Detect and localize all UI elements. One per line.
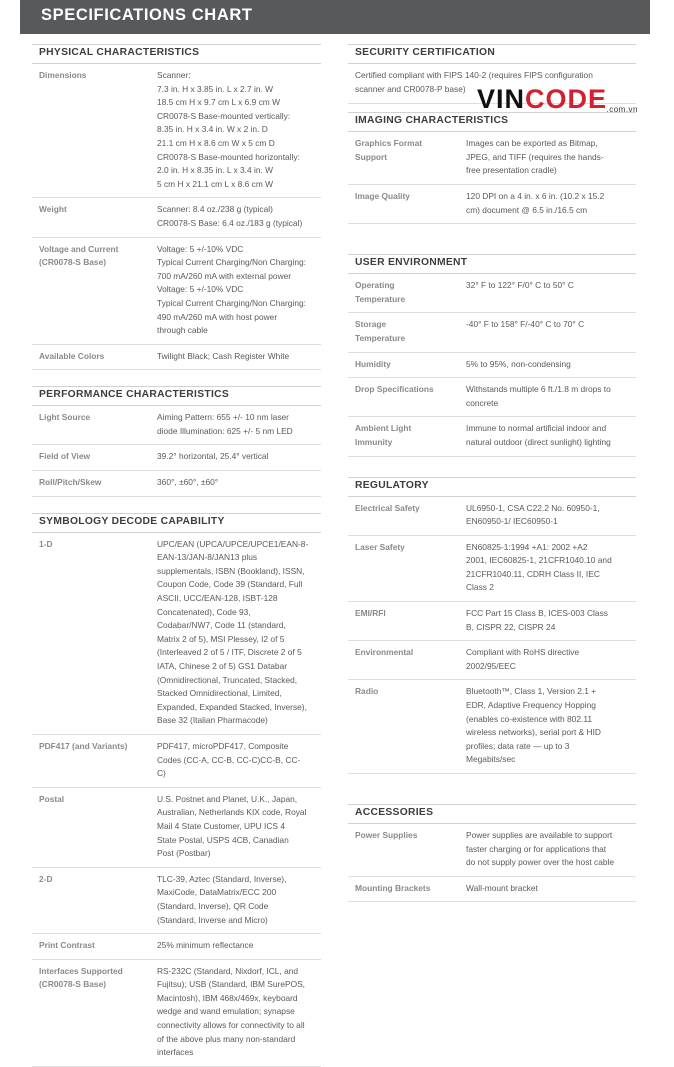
spec-label: Light Source xyxy=(39,412,91,423)
spec-row xyxy=(32,868,321,934)
section-user-environment xyxy=(348,254,636,456)
section-intro-text: Certified compliant with FIPS 140-2 (requires FIPS configuration scanner and CR0078-P base) xyxy=(348,64,636,104)
spec-label: Interfaces Supported (CR0078-S Base) xyxy=(39,965,123,990)
spec-row xyxy=(32,198,321,237)
spec-label: Ambient Light Immunity xyxy=(355,423,412,447)
spec-label: Voltage and Current (CR0078-S Base) xyxy=(39,243,119,268)
section-title: SYMBOLOGY DECODE CAPABILITY xyxy=(32,513,321,533)
watermark-domain: .com.vn xyxy=(606,105,638,114)
spec-value: Scanner: 8.4 oz./238 g (typical) CR0078-S Base: 6.4 oz./183 g (typical) xyxy=(157,204,303,228)
spec-row xyxy=(348,185,636,224)
spec-row xyxy=(32,445,321,471)
vincode-watermark-logo xyxy=(477,84,642,118)
spec-row xyxy=(348,497,636,536)
spec-value: PDF417, microPDF417, Composite Codes (CC-A, CC-B, CC-C)CC-B, CC- C) xyxy=(157,740,301,779)
spec-value: TLC-39, Aztec (Standard, Inverse), MaxiCode, DataMatrix/ECC 200 (Standard, Inverse), QR Code (Standard, Inverse and Micro) xyxy=(157,873,287,925)
spec-row xyxy=(348,378,636,417)
spec-row xyxy=(348,602,636,641)
spec-label: Field of View xyxy=(39,451,91,462)
section-symbology-decode-capability xyxy=(32,513,321,1067)
spec-value: 120 DPI on a 4 in. x 6 in. (10.2 x 15.2 cm) document @ 6.5 in./16.5 cm xyxy=(466,190,605,215)
spec-value: Wall-mount bracket xyxy=(466,882,538,893)
watermark-vin: VIN xyxy=(477,84,526,114)
section-physical-characteristics xyxy=(32,44,321,370)
spec-label: Radio xyxy=(355,686,379,697)
spec-value: 25% minimum reflectance xyxy=(157,940,254,951)
spec-label: 1-D xyxy=(39,538,53,549)
section-imaging-characteristics xyxy=(348,112,636,224)
spec-row xyxy=(32,345,321,371)
spec-row xyxy=(348,132,636,185)
spec-value: 5% to 95%, non-condensing xyxy=(466,358,571,369)
section-title: PHYSICAL CHARACTERISTICS xyxy=(32,44,321,64)
spec-label: Roll/Pitch/Skew xyxy=(39,477,102,488)
spec-row xyxy=(348,824,636,877)
spec-value: Bluetooth™, Class 1, Version 2.1 + EDR, Adaptive Frequency Hopping (enables co-existence with 802.11 wireless networks), serial port & HID profiles; data rate — up to 3 Megabits/sec xyxy=(466,686,601,765)
section-title: REGULATORY xyxy=(348,477,636,497)
spec-label: PDF417 (and Variants) xyxy=(39,740,128,751)
spec-value: Withstands multiple 6 ft./1.8 m drops to concrete xyxy=(466,384,611,408)
spec-value: Aiming Pattern: 655 +/- 10 nm laser diode Illumination: 625 +/- 5 nm LED xyxy=(157,412,293,436)
right-column xyxy=(348,44,636,902)
spec-value: -40° F to 158° F/-40° C to 70° C xyxy=(466,319,585,330)
spec-value: U.S. Postnet and Planet, U.K., Japan, Australian, Netherlands KIX code, Royal Mail 4 State Customer, UPU ICS 4 State Postal, USPS 4CB, Canadian Post (Postbar) xyxy=(157,793,307,859)
spec-row xyxy=(348,877,636,903)
spec-row xyxy=(32,406,321,445)
spec-value: FCC Part 15 Class B, ICES-003 Class B, CISPR 22, CISPR 24 xyxy=(466,608,608,632)
spec-label: Drop Specifications xyxy=(355,384,434,395)
spec-value: Twilight Black; Cash Register White xyxy=(157,350,290,361)
spec-value: 39.2° horizontal, 25.4° vertical xyxy=(157,451,269,462)
section-title: SECURITY CERTIFICATION xyxy=(348,44,636,64)
spec-value: Scanner: 7.3 in. H x 3.85 in. L x 2.7 in. W 18.5 cm H x 9.7 cm L x 6.9 cm W CR0078-S Base-mounted vertically: 8.35 in. H x 3.4 in. W x 2 in. D 21.1 cm H x 8.6 cm W x 5 cm D CR0078-S Base-mounted horizontally: 2.0 in. H x 8.35 in. L x 3.4 in. W 5 cm H x 21.1 cm L x 8.6 cm W xyxy=(157,70,300,189)
spec-value: EN60825-1:1994 +A1: 2002 +A2 2001, IEC60825-1, 21CFR1040.10 and 21CFR1040.11, CDRH Class II, IEC Class 2 xyxy=(466,541,612,593)
spec-label: Electrical Safety xyxy=(355,502,420,513)
section-performance-characteristics xyxy=(32,386,321,496)
spec-value: Compliant with RoHS directive 2002/95/EEC xyxy=(466,647,580,671)
spec-value: UPC/EAN (UPCA/UPCE/UPCE1/EAN-8- EAN-13/JAN-8/JAN13 plus supplementals, ISBN (Bookland), ISSN, Coupon Code, Code 39 (Standard, Full ASCII, UCC/EAN-128, ISBT-128 Concatenated), Code 93, Codabar/NW7, Code 11 (standard, Matrix 2 of 5), MSI Plessey, I2 of 5 (Interleaved 2 of 5 / ITF, Discrete 2 of 5 IATA, Chinese 2 of 5) GS1 Databar (Omnidirectional, Truncated, Stacked, Stacked Omnidirectional, Limited, Expanded, Expanded Stacked, Inverse), Base 32 (Italian Pharmacode) xyxy=(157,538,309,726)
page-title: SPECIFICATIONS CHART xyxy=(41,6,253,24)
spec-label: Print Contrast xyxy=(39,940,95,951)
spec-label: Dimensions xyxy=(39,70,87,80)
spec-value: UL6950-1, CSA C22.2 No. 60950-1, EN60950-1/ IEC60950-1 xyxy=(466,502,600,527)
watermark-wordmark xyxy=(477,84,607,114)
spec-label: Mounting Brackets xyxy=(355,882,431,893)
spec-label: Humidity xyxy=(355,358,391,369)
spec-label: Power Supplies xyxy=(355,830,418,840)
spec-row xyxy=(348,641,636,680)
spec-row xyxy=(348,313,636,352)
spec-value: 32° F to 122° F/0° C to 50° C xyxy=(466,280,574,291)
spec-label: Available Colors xyxy=(39,350,105,361)
spec-label: Laser Safety xyxy=(355,541,405,552)
spec-label: Storage Temperature xyxy=(355,319,406,343)
spec-row xyxy=(348,680,636,774)
spec-row xyxy=(32,238,321,345)
spec-value: Images can be exported as Bitmap, JPEG, and TIFF (requires the hands- free presentation cradle) xyxy=(466,138,604,176)
spec-row xyxy=(32,960,321,1067)
spec-value: RS-232C (Standard, Nixdorf, ICL, and Fujitsu); USB (Standard, IBM SurePOS, Macintosh), IBM 468x/469x, keyboard wedge and wand emulation; synapse connectivity allows for connectivity to all of the above plus many non-standard interfaces xyxy=(157,965,306,1058)
spec-value: Immune to normal artificial indoor and natural outdoor (direct sunlight) lighting xyxy=(466,423,611,447)
spec-label: Image Quality xyxy=(355,190,410,201)
watermark-code: CODE xyxy=(525,84,608,114)
spec-row xyxy=(32,64,321,198)
spec-label: Postal xyxy=(39,793,65,804)
section-title: IMAGING CHARACTERISTICS xyxy=(348,112,636,132)
spec-row xyxy=(32,735,321,788)
section-accessories xyxy=(348,804,636,902)
header-banner xyxy=(20,0,650,34)
section-title: USER ENVIRONMENT xyxy=(348,254,636,274)
spec-row xyxy=(32,471,321,497)
spec-value: Voltage: 5 +/-10% VDC Typical Current Charging/Non Charging: 700 mA/260 mA with external power Voltage: 5 +/-10% VDC Typical Current Charging/Non Charging: 490 mA/260 mA with host power through cable xyxy=(157,243,306,336)
spec-value: Power supplies are available to support faster charging or for applications that do not supply power over the host cable xyxy=(466,830,615,868)
spec-label: Weight xyxy=(39,204,67,215)
spec-row xyxy=(348,536,636,602)
section-regulatory xyxy=(348,477,636,775)
spec-label: Graphics Format Support xyxy=(355,138,423,162)
spec-label: Environmental xyxy=(355,647,414,658)
section-title: ACCESSORIES xyxy=(348,804,636,824)
spec-label: Operating Temperature xyxy=(355,280,406,304)
spec-row xyxy=(32,788,321,868)
spec-row xyxy=(348,353,636,379)
section-title: PERFORMANCE CHARACTERISTICS xyxy=(32,386,321,406)
spec-value: 360°, ±60°, ±60° xyxy=(157,477,219,488)
spec-row xyxy=(348,417,636,456)
spec-label: 2-D xyxy=(39,873,53,884)
spec-row xyxy=(348,274,636,313)
spec-label: EMI/RFI xyxy=(355,608,386,619)
spec-row xyxy=(32,533,321,735)
spec-row xyxy=(32,934,321,960)
left-column xyxy=(32,44,321,1067)
